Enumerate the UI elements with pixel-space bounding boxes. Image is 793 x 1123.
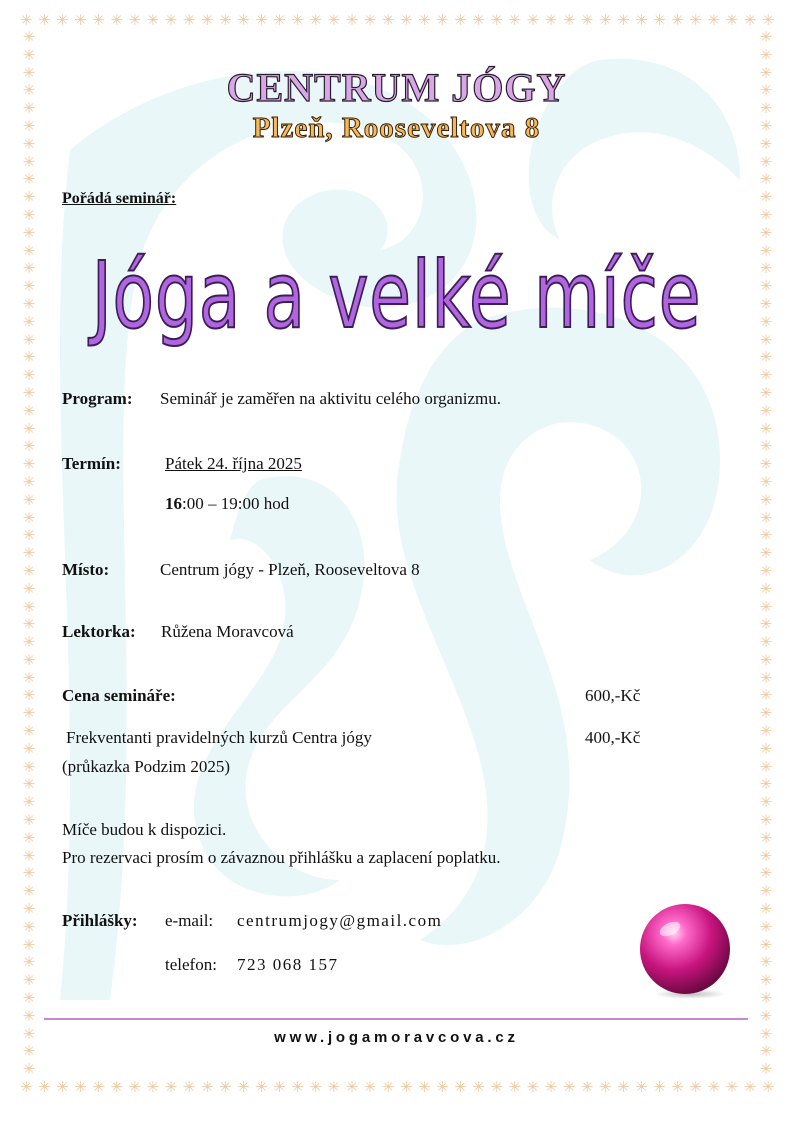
term-time: [165, 494, 289, 514]
place-text: Centrum jógy - Plzeň, Rooseveltova 8: [160, 560, 420, 579]
note-line1: Míče budou k dispozici.: [62, 820, 227, 839]
term-time-start-hour: 16: [165, 494, 182, 513]
place-label: Místo:: [62, 560, 110, 579]
discount-label-line1: Frekventanti pravidelných kurzů Centra jógy: [66, 728, 372, 747]
email-address[interactable]: centrumjogy@gmail.com: [237, 911, 443, 930]
organizer-name: CENTRUM JÓGY: [226, 65, 567, 110]
email-label: e-mail:: [165, 911, 214, 930]
term-label: Termín:: [62, 454, 121, 473]
price-label: Cena semináře:: [62, 686, 176, 705]
program-text: Seminář je zaměřen na aktivitu celého organizmu.: [160, 389, 501, 408]
footer-divider: [44, 1018, 748, 1020]
exercise-ball-icon: [636, 902, 734, 1000]
organizer-address: Plzeň, Rooseveltova 8: [252, 112, 541, 144]
decorative-border-top: ✳ ✳ ✳ ✳ ✳ ✳ ✳ ✳ ✳ ✳ ✳ ✳ ✳ ✳ ✳ ✳ ✳ ✳ ✳ ✳ ✳ ✳ ✳ ✳ ✳ ✳ ✳ ✳ ✳ ✳ ✳ ✳ ✳ ✳ ✳ ✳ ✳ ✳ ✳ ✳ ✳ ✳: [20, 13, 775, 29]
phone-number: 723 068 157: [237, 955, 339, 974]
discount-value: 400,-Kč: [585, 728, 641, 747]
program-label: Program:: [62, 389, 133, 408]
website-link[interactable]: www.jogamoravcova.cz: [274, 1029, 519, 1046]
decorative-border-right: ✳ ✳ ✳ ✳ ✳ ✳ ✳ ✳ ✳ ✳ ✳ ✳ ✳ ✳ ✳ ✳ ✳ ✳ ✳ ✳ ✳ ✳ ✳ ✳ ✳ ✳ ✳ ✳ ✳ ✳ ✳ ✳ ✳ ✳ ✳ ✳ ✳ ✳ ✳ ✳ ✳ ✳ ✳ ✳ ✳ ✳ ✳ ✳ ✳ ✳ ✳ ✳ ✳ ✳ ✳ ✳ ✳ ✳ ✳: [759, 30, 773, 1079]
note-line2: Pro rezervaci prosím o závaznou přihlášku a zaplacení poplatku.: [62, 848, 501, 867]
seminar-title: Jóga a velké míče: [91, 242, 702, 349]
term-date: Pátek 24. října 2025: [165, 454, 302, 473]
lecturer-label: Lektorka:: [62, 622, 136, 641]
decorative-border-left: ✳ ✳ ✳ ✳ ✳ ✳ ✳ ✳ ✳ ✳ ✳ ✳ ✳ ✳ ✳ ✳ ✳ ✳ ✳ ✳ ✳ ✳ ✳ ✳ ✳ ✳ ✳ ✳ ✳ ✳ ✳ ✳ ✳ ✳ ✳ ✳ ✳ ✳ ✳ ✳ ✳ ✳ ✳ ✳ ✳ ✳ ✳ ✳ ✳ ✳ ✳ ✳ ✳ ✳ ✳ ✳ ✳ ✳ ✳: [22, 30, 36, 1079]
intro-heading: Pořádá seminář:: [62, 190, 177, 207]
registration-label: Přihlášky:: [62, 911, 138, 930]
term-time-rest: :00 – 19:00 hod: [182, 494, 290, 513]
phone-label: telefon:: [165, 955, 217, 974]
price-value: 600,-Kč: [585, 686, 641, 705]
lecturer-name: Růžena Moravcová: [161, 622, 294, 641]
decorative-border-bottom: ✳ ✳ ✳ ✳ ✳ ✳ ✳ ✳ ✳ ✳ ✳ ✳ ✳ ✳ ✳ ✳ ✳ ✳ ✳ ✳ ✳ ✳ ✳ ✳ ✳ ✳ ✳ ✳ ✳ ✳ ✳ ✳ ✳ ✳ ✳ ✳ ✳ ✳ ✳ ✳ ✳ ✳: [20, 1080, 775, 1096]
discount-label-line2: (průkazka Podzim 2025): [62, 757, 231, 776]
